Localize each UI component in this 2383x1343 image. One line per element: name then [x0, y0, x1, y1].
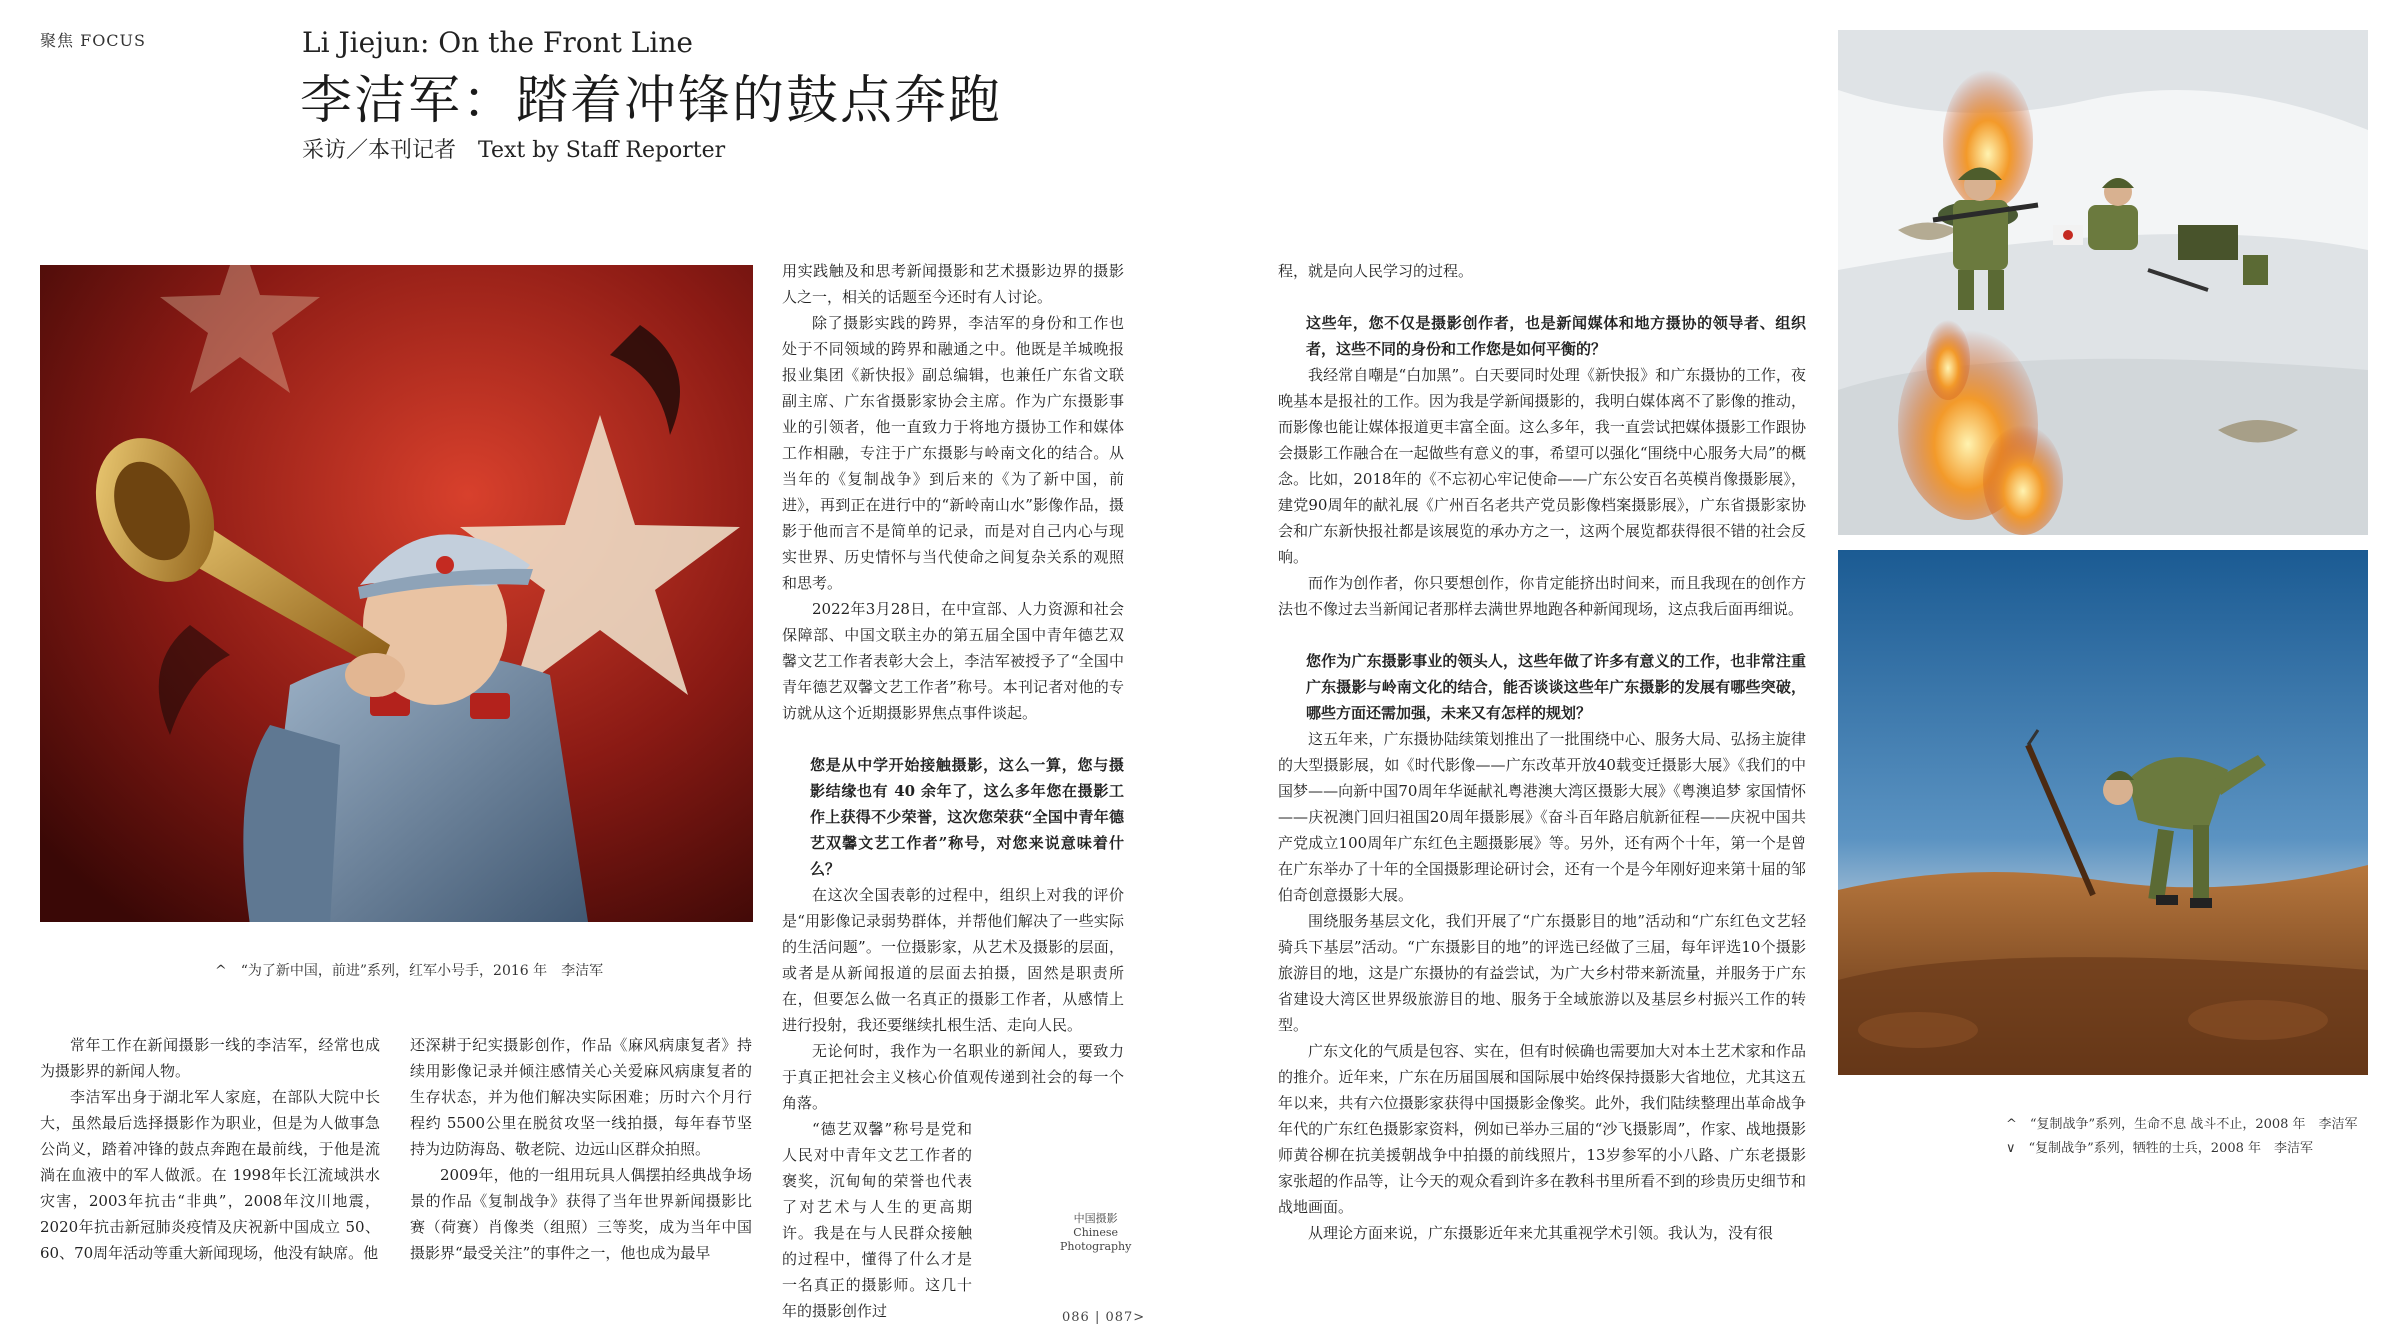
section-tag: 聚焦 FOCUS [40, 31, 146, 50]
photo-falling-soldier [1838, 550, 2368, 1075]
paragraph: 从理论方面来说，广东摄影近年来尤其重视学术引领。我认为，没有很 [1308, 1224, 1774, 1242]
interview-question: 您作为广东摄影事业的领头人，这些年做了许多有意义的工作，也非常注重广东摄影与岭南文化的结合，能否谈谈这些年广东摄影的发展有哪些突破，哪些方面还需加强，未来又有怎样的规划？ [1306, 652, 1806, 722]
paragraph: 还深耕于纪实摄影创作，作品《麻风病康复者》持续用影像记录并倾注感情关心关爱麻风病康复者的生存状态，并为他们解决实际困难；历时六个月行程约 5500公里在脱贫攻坚一线拍摄，每年春节坚持为边防海岛、敬老院、边远山区群众拍照。 [410, 1036, 752, 1158]
paragraph: 无论何时，我作为一名职业的新闻人，要致力于真正把社会主义核心价值观传递到社会的每一个角落。 [782, 1042, 1124, 1112]
paragraph: 李洁军出身于湖北军人家庭，在部队大院中长大，虽然最后选择摄影作为职业，但是为人做事急公尚义，踏着冲锋的鼓点奔跑在最前线，于他是流淌在血液中的军人做派。在 1998年长江流域洪水灾害，2003年抗击“非典”，2008年汶川地震，2020年抗击新冠肺炎疫情及庆祝新中国成立 50、60、70周年活动等重大新闻现场，他没有缺席。他 [40, 1088, 380, 1262]
paragraph: 用实践触及和思考新闻摄影和艺术摄影边界的摄影人之一，相关的话题至今还时有人讨论。 [782, 262, 1124, 306]
magazine-logo-en2: Photography [1060, 1240, 1132, 1253]
right-photo-captions [2006, 1113, 2358, 1161]
paragraph: 常年工作在新闻摄影一线的李洁军，经常也成为摄影界的新闻人物。 [40, 1036, 380, 1080]
article-title-zh: 李洁军：踏着冲锋的鼓点奔跑 [300, 71, 1003, 131]
paragraph: 而作为创作者，你只要想创作，你肯定能挤出时间来，而且我现在的创作方法也不像过去当新闻记者那样去满世界地跑各种新闻现场，这点我后面再细说。 [1278, 574, 1806, 618]
paragraph: 在这次全国表彰的过程中，组织上对我的评价是“用影像记录弱势群体，并帮他们解决了一些实际的生活问题”。一位摄影家，从艺术及摄影的层面，或者是从新闻报道的层面去拍摄，固然是职责所在，但要怎么做一名真正的摄影工作者，从感情上进行投射，我还要继续扎根生活、走向人民。 [782, 886, 1124, 1034]
paragraph: “德艺双馨”称号是党和人民对中青年文艺工作者的褒奖，沉甸甸的荣誉也代表了对艺术与人生的更高期许。我是在与人民群众接触的过程中，懂得了什么才是一名真正的摄影师。这几十年的摄影创作过 [782, 1120, 972, 1320]
paragraph: 除了摄影实践的跨界，李洁军的身份和工作也处于不同领域的跨界和融通之中。他既是羊城晚报报业集团《新快报》副总编辑，也兼任广东省文联副主席、广东省摄影家协会主席。作为广东摄影事业的引领者，他一直致力于将地方摄协工作和媒体工作相融，专注于广东摄影与岭南文化的结合。从当年的《复制战争》到后来的《为了新中国，前进》，再到正在进行中的“新岭南山水”影像作品，摄影于他而言不是简单的记录，而是对自己内心与现实世界、历史情怀与当代使命之间复杂关系的观照和思考。 [782, 314, 1124, 592]
text-column-4 [1278, 258, 1806, 1246]
interview-question: 您是从中学开始接触摄影，这么一算，您与摄影结缘也有 40 余年了，这么多年您在摄影工作上获得不少荣誉，这次您荣获“全国中青年德艺双馨文艺工作者”称号，对您来说意味着什么？ [810, 756, 1124, 878]
paragraph: 我经常自嘲是“白加黑”。白天要同时处理《新快报》和广东摄协的工作，夜晚基本是报社的工作。因为我是学新闻摄影的，我明白媒体离不了影像的推动，而影像也能让媒体报道更丰富全面。这么多年，我一直尝试把媒体摄影工作跟协会摄影工作融合在一起做些有意义的事，希望可以强化“围绕中心服务大局”的概念。比如，2018年的《不忘初心牢记使命——广东公安百名英模肖像摄影展》，建党90周年的献礼展《广州百名老共产党员影像档案摄影展》，广东省摄影家协会和广东新快报社都是该展览的承办方之一，这两个展览都获得很不错的社会反响。 [1278, 366, 1806, 566]
magazine-logo-zh: 中国摄影 [1073, 1212, 1118, 1225]
main-photo-caption: ^ “为了新中国，前进”系列，红军小号手，2016 年 李洁军 [215, 963, 604, 979]
text-column-3 [782, 258, 1124, 1324]
paragraph: 广东文化的气质是包容、实在，但有时候确也需要加大对本土艺术家和作品的推介。近年来，广东在历届国展和国际展中始终保持摄影大省地位，尤其这五年以来，共有六位摄影家获得中国摄影金像奖。此外，我们陆续整理出革命战争年代的广东红色摄影家资料，例如已举办三届的“沙飞摄影周”，作家、战地摄影师黄谷柳在抗美援朝战争中拍摄的前线照片，13岁参军的小八路、广东老摄影家张超的作品等，让今天的观众看到许多在教科书里所看不到的珍贵历史细节和战地画面。 [1278, 1042, 1806, 1216]
text-column-1 [40, 1032, 380, 1266]
caption-bottom-photo: ∨ “复制战争”系列，牺牲的士兵，2008 年 李洁军 [2006, 1141, 2314, 1156]
byline: 采访／本刊记者 Text by Staff Reporter [302, 138, 726, 163]
paragraph: 程，就是向人民学习的过程。 [1278, 262, 1474, 280]
text-column-2 [410, 1032, 752, 1266]
article-title-en: Li Jiejun: On the Front Line [302, 26, 693, 59]
paragraph: 2022年3月28日，在中宣部、人力资源和社会保障部、中国文联主办的第五届全国中青年德艺双馨文艺工作者表彰大会上，李洁军被授予了“全国中青年德艺双馨文艺工作者”称号。本刊记者对他的专访就从这个近期摄影界焦点事件谈起。 [782, 600, 1124, 722]
caption-top-photo: ^ “复制战争”系列，生命不息 战斗不止，2008 年 李洁军 [2006, 1117, 2358, 1132]
paragraph: 围绕服务基层文化，我们开展了“广东摄影目的地”活动和“广东红色文艺轻骑兵下基层”活动。“广东摄影目的地”的评选已经做了三届，每年评选10个摄影旅游目的地，这是广东摄协的有益尝试，为广大乡村带来新流量，并服务于广东省建设大湾区世界级旅游目的地、服务于全域旅游以及基层乡村振兴工作的转型。 [1278, 912, 1806, 1034]
page-number: 086 | 087> [1062, 1310, 1146, 1325]
main-photo-bugler [40, 265, 753, 922]
photo-soldiers-snow [1838, 30, 2368, 535]
magazine-logo-en1: Chinese [1073, 1226, 1119, 1239]
magazine-logo [1060, 1212, 1131, 1254]
paragraph: 这五年来，广东摄协陆续策划推出了一批围绕中心、服务大局、弘扬主旋律的大型摄影展，如《时代影像——广东改革开放40载变迁摄影大展》《我们的中国梦——向新中国70周年华诞献礼粤港澳大湾区摄影大展》《粤澳追梦 家国情怀——庆祝澳门回归祖国20周年摄影展》《奋斗百年路启航新征程——庆祝中国共产党成立100周年广东红色主题摄影展》等。另外，还有两个十年，第一个是曾在广东举办了十年的全国摄影理论研讨会，还有一个是今年刚好迎来第十届的邹伯奇创意摄影大展。 [1278, 730, 1806, 904]
paragraph: 2009年，他的一组用玩具人偶摆拍经典战争场景的作品《复制战争》获得了当年世界新闻摄影比赛（荷赛）肖像类（组照）三等奖，成为当年中国摄影界“最受关注”的事件之一，他也成为最早 [410, 1166, 752, 1262]
interview-question: 这些年，您不仅是摄影创作者，也是新闻媒体和地方摄协的领导者、组织者，这些不同的身份和工作您是如何平衡的？ [1306, 314, 1806, 358]
